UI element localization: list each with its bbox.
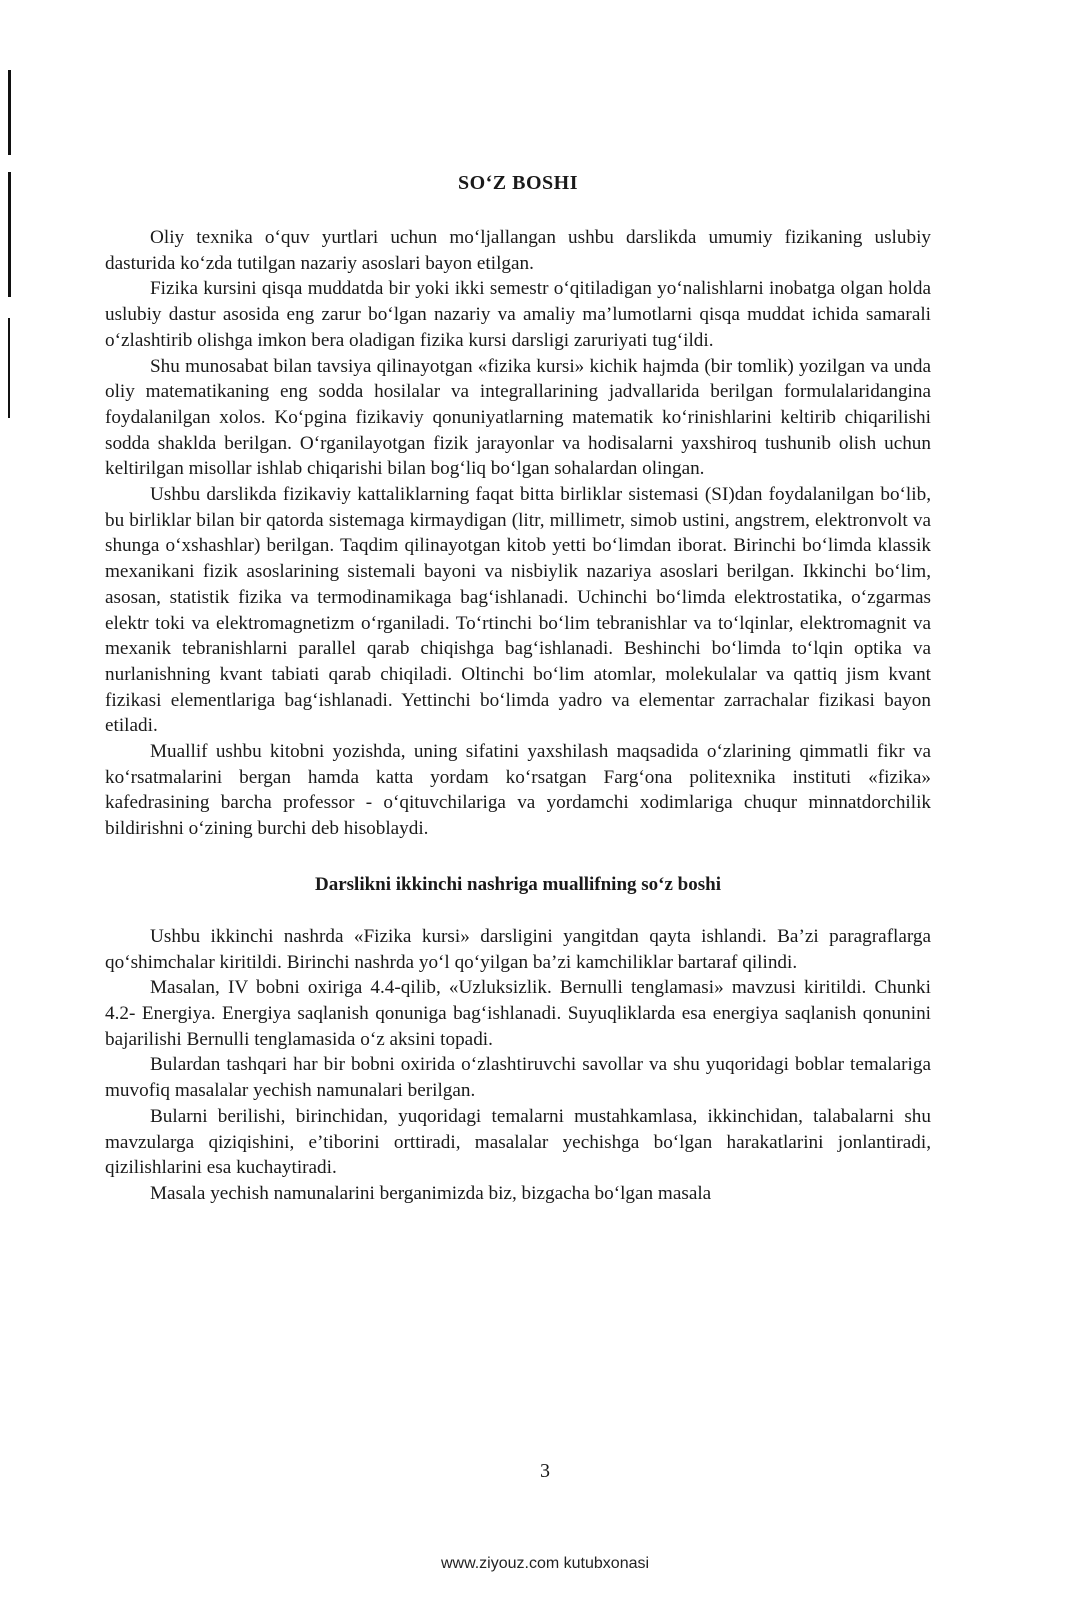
paragraph: Masala yechish namunalarini berganimizda biz, bizgacha bo‘lgan masala bbox=[150, 1182, 712, 1204]
paragraph: Bularni berilishi, birinchidan, yuqoridagi temalarni mustahkamlasa, ikkinchidan, talabalarni shu mavzularga qiziqishini, e’tiborini orttiradi, masalalar yechishga bo‘lgan harakatlarini jonlantiradi, qizilishlarini esa kuchaytiradi. bbox=[105, 1105, 931, 1179]
paragraph: Masalan, IV bobni oxiriga 4.4-qilib, «Uzluksizlik. Bernulli tenglamasi» mavzusi kiritildi. Chunki 4.2- Energiya. Energiya saqlanish qonuniga bag‘ishlanadi. Suyuqliklarda esa energiya saqlanish qonunini bajarilishi Bernulli tenglamasida o‘z aksini topadi. bbox=[105, 977, 931, 1050]
section-heading: Darslikni ikkinchi nashriga muallifning so‘z boshi bbox=[315, 873, 721, 895]
document-page bbox=[105, 172, 931, 1207]
scan-edge-mark bbox=[8, 172, 11, 297]
paragraph: Muallif ushbu kitobni yozishda, uning sifatini yaxshilash maqsadida o‘zlarining qimmatli fikr va ko‘rsatmalarini bergan hamda katta yordam ko‘rsatgan Farg‘ona politexnika instituti «fizika» kafedrasining barcha professor - o‘qituvchilariga va yordamchi xodimlariga chuqur minnatdorchilik bildirishni o‘zining burchi deb hisoblaydi. bbox=[105, 741, 931, 840]
page-number: 3 bbox=[540, 1460, 550, 1482]
paragraph: Ushbu darslikda fizikaviy kattaliklarning faqat bitta birliklar sistemasi (SI)dan foydalanilgan bo‘lib, bu birliklar bilan bir qatorda sistemaga kirmaydigan (litr, millimetr, simob ustini, angstrem, elektronvolt va shunga o‘xshashlar) berilgan. Taqdim qilinayotgan kitob yetti bo‘limdan iborat. Birinchi bo‘limda klassik mexanikani fizik asoslarining sistemali bayoni va nisbiylik nazariya asoslari berilgan. Ikkinchi bo‘lim, asosan, statistik fizika va termodinamikaga bag‘ishlanadi. Uchinchi bo‘limda elektrostatika, o‘zgarmas elektr toki va elektromagnetizm o‘rganiladi. To‘rtinchi bo‘lim tebranishlar va to‘lqinlar, elektromagnit va mexanik tebranishlarni parallel qarab chiqishga bag‘ishlanadi. Beshinchi bo‘limda to‘lqin optika va nurlanishning kvant tabiati qarab chiqiladi. Oltinchi bo‘lim atomlar, molekulalar va qattiq jism kvant fizikasi elementlariga bag‘ishlanadi. Yettinchi bo‘limda yadro va elementar zarrachalar fizikasi bayon etiladi. bbox=[105, 484, 931, 737]
paragraph: Fizika kursini qisqa muddatda bir yoki ikki semestr o‘qitiladigan yo‘nalishlarni inobatga olgan holda uslubiy dastur asosida eng zarur bo‘lgan nazariy va amaliy ma’lumotlarni qisqa muddat ichida samarali o‘zlashtirib olishga imkon bera oladigan fizika kursi darsligi zaruriyati tug‘ildi. bbox=[105, 278, 931, 351]
preface-section bbox=[105, 225, 931, 842]
document-title: SO‘Z BOSHI bbox=[457, 172, 579, 194]
second-edition-section bbox=[105, 924, 931, 1207]
paragraph: Ushbu ikkinchi nashrda «Fizika kursi» darsligini yangitdan qayta ishlandi. Ba’zi paragraflarga qo‘shimchalar kiritildi. Birinchi nashrda yo‘l qo‘yilgan ba’zi kamchiliklar bartaraf qilindi. bbox=[105, 925, 931, 973]
paragraph: Bulardan tashqari har bir bobni oxirida o‘zlashtiruvchi savollar va shu yuqoridagi boblar temalariga muvofiq masalalar yechish namunalari berilgan. bbox=[105, 1054, 931, 1102]
footer-watermark: www.ziyouz.com kutubxonasi bbox=[440, 1555, 650, 1572]
scan-edge-mark bbox=[8, 318, 10, 418]
paragraph: Oliy texnika o‘quv yurtlari uchun mo‘ljallangan ushbu darslikda umumiy fizikaning uslubiy dasturida ko‘zda tutilgan nazariy asoslari bayon etilgan. bbox=[105, 227, 931, 274]
paragraph: Shu munosabat bilan tavsiya qilinayotgan «fizika kursi» kichik hajmda (bir tomlik) yozilgan va unda oliy matematikaning eng sodda hosilalar va integrallarining jadvallarida berilgan formulalaridangina foydalanilgan xolos. Ko‘pgina fizikaviy qonuniyatlarning matematik ko‘rinishlarini keltirib chiqarilishi sodda shaklda berilgan. O‘rganilayotgan fizik jarayonlar va hodisalarni yaxshiroq tushunib olish uchun keltirilgan misollar ishlab chiqarishi bilan bog‘liq bo‘lgan sohalardan olingan. bbox=[105, 355, 931, 480]
scan-edge-mark bbox=[8, 70, 11, 155]
